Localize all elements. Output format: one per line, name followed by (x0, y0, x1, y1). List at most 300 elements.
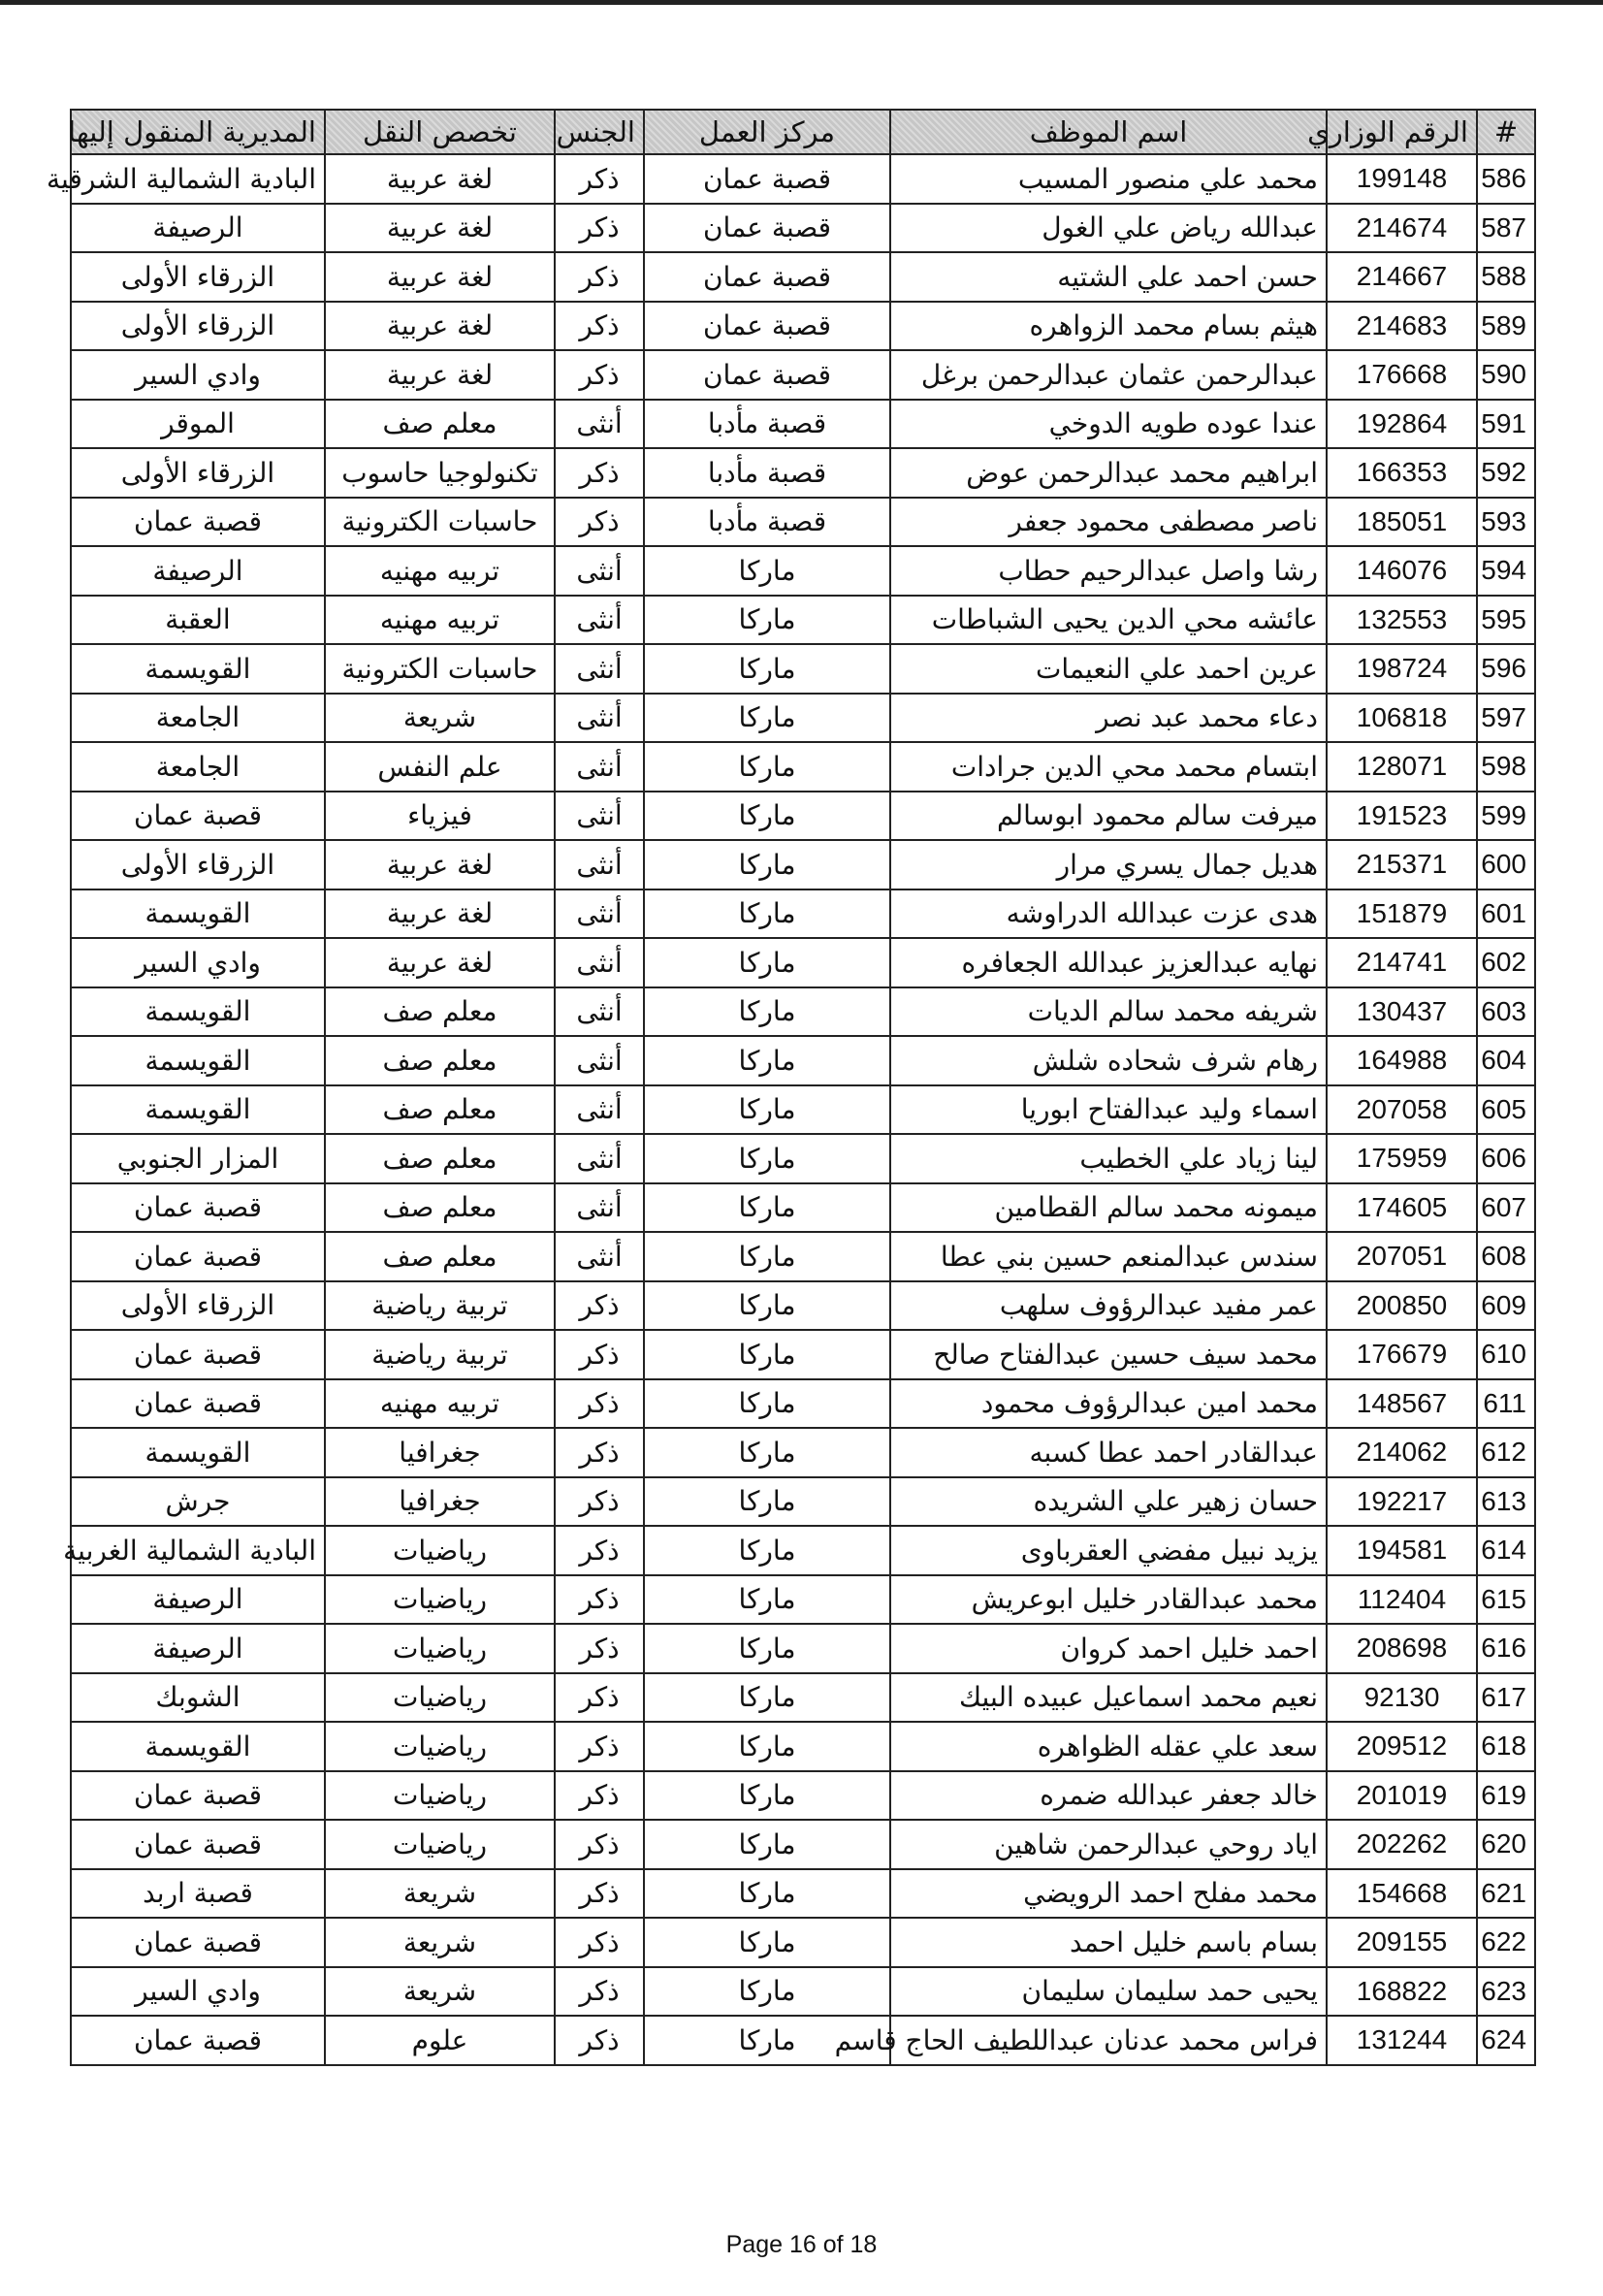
table-row (71, 1526, 1535, 1575)
work-center-cell: قصبة عمان (644, 154, 890, 204)
row-index-cell: 601 (1477, 889, 1535, 939)
gender-cell: أنثى (555, 987, 644, 1037)
employee-name-cell: عندا عوده طويه الدوخي (890, 400, 1327, 449)
row-index-cell: 612 (1477, 1428, 1535, 1477)
gender-cell: ذكر (555, 1575, 644, 1625)
ministry-number-cell: 199148 (1327, 154, 1477, 204)
transfer-specialty-cell: لغة عربية (325, 204, 555, 253)
gender-cell: ذكر (555, 1477, 644, 1527)
destination-directorate-cell: الزرقاء الأولى (71, 448, 325, 498)
table-row (71, 448, 1535, 498)
ministry-number-cell: 168822 (1327, 1967, 1477, 2017)
destination-directorate-cell: الرصيفة (71, 546, 325, 596)
table-row (71, 1967, 1535, 2017)
ministry-number-cell: 132553 (1327, 596, 1477, 645)
table-row (71, 1820, 1535, 1869)
gender-cell: أنثى (555, 694, 644, 743)
transfer-specialty-cell: تربية رياضية (325, 1281, 555, 1331)
ministry-number-cell: 148567 (1327, 1379, 1477, 1429)
transfer-specialty-cell: معلم صف (325, 1183, 555, 1233)
table-row (71, 1428, 1535, 1477)
destination-directorate-cell: القويسمة (71, 644, 325, 694)
table-row (71, 1477, 1535, 1527)
transfer-specialty-cell: شريعة (325, 694, 555, 743)
employee-name-cell: ميرفت سالم محمود ابوسالم (890, 792, 1327, 841)
gender-cell: ذكر (555, 1918, 644, 1967)
ministry-number-cell: 146076 (1327, 546, 1477, 596)
gender-cell: أنثى (555, 1036, 644, 1085)
work-center-cell: ماركا (644, 1232, 890, 1281)
employee-name-cell: عائشه محي الدين يحيى الشباطات (890, 596, 1327, 645)
row-index-cell: 589 (1477, 302, 1535, 351)
work-center-cell: ماركا (644, 694, 890, 743)
table-row (71, 889, 1535, 939)
table-row (71, 1183, 1535, 1233)
table-row (71, 302, 1535, 351)
gender-cell: ذكر (555, 204, 644, 253)
destination-directorate-cell: العقبة (71, 596, 325, 645)
ministry-number-cell: 192864 (1327, 400, 1477, 449)
work-center-cell: ماركا (644, 938, 890, 987)
destination-directorate-cell: القويسمة (71, 1428, 325, 1477)
gender-cell: أنثى (555, 840, 644, 889)
work-center-cell: ماركا (644, 1183, 890, 1233)
table-row (71, 938, 1535, 987)
transfer-specialty-cell: جغرافيا (325, 1477, 555, 1527)
transfer-specialty-cell: رياضيات (325, 1624, 555, 1673)
ministry-number-cell: 92130 (1327, 1673, 1477, 1723)
ministry-number-cell: 176668 (1327, 350, 1477, 400)
employee-name-cell: عرين احمد علي النعيمات (890, 644, 1327, 694)
gender-cell: ذكر (555, 1967, 644, 2017)
transfer-specialty-cell: معلم صف (325, 1134, 555, 1183)
gender-cell: ذكر (555, 1673, 644, 1723)
work-center-cell: قصبة مأدبا (644, 400, 890, 449)
table-row (71, 1575, 1535, 1625)
table-row (71, 1624, 1535, 1673)
destination-directorate-cell: الزرقاء الأولى (71, 840, 325, 889)
ministry-number-cell: 214683 (1327, 302, 1477, 351)
work-center-cell: قصبة عمان (644, 302, 890, 351)
row-index-cell: 597 (1477, 694, 1535, 743)
row-index-cell: 606 (1477, 1134, 1535, 1183)
row-index-cell: 596 (1477, 644, 1535, 694)
gender-cell: ذكر (555, 1281, 644, 1331)
page-number: Page 16 of 18 (725, 2231, 878, 2258)
transfer-specialty-cell: معلم صف (325, 400, 555, 449)
work-center-cell: ماركا (644, 792, 890, 841)
destination-directorate-cell: البادية الشمالية الغربية (71, 1526, 325, 1575)
header-ministry-number: الرقم الوزاري (1327, 110, 1477, 154)
destination-directorate-cell: الموقر (71, 400, 325, 449)
employee-name-cell: ابتسام محمد محي الدين جرادات (890, 742, 1327, 792)
employee-name-cell: رشا واصل عبدالرحيم حطاب (890, 546, 1327, 596)
ministry-number-cell: 192217 (1327, 1477, 1477, 1527)
transfer-specialty-cell: معلم صف (325, 987, 555, 1037)
transfer-specialty-cell: رياضيات (325, 1722, 555, 1771)
row-index-cell: 598 (1477, 742, 1535, 792)
row-index-cell: 586 (1477, 154, 1535, 204)
work-center-cell: ماركا (644, 1869, 890, 1919)
row-index-cell: 614 (1477, 1526, 1535, 1575)
row-index-cell: 619 (1477, 1771, 1535, 1821)
gender-cell: ذكر (555, 302, 644, 351)
work-center-cell: ماركا (644, 2016, 890, 2065)
gender-cell: ذكر (555, 1722, 644, 1771)
table-row (71, 644, 1535, 694)
table-row (71, 596, 1535, 645)
gender-cell: أنثى (555, 400, 644, 449)
gender-cell: ذكر (555, 1820, 644, 1869)
table-row (71, 400, 1535, 449)
ministry-number-cell: 175959 (1327, 1134, 1477, 1183)
gender-cell: ذكر (555, 154, 644, 204)
row-index-cell: 609 (1477, 1281, 1535, 1331)
ministry-number-cell: 214674 (1327, 204, 1477, 253)
row-index-cell: 595 (1477, 596, 1535, 645)
destination-directorate-cell: الرصيفة (71, 204, 325, 253)
table-row (71, 1673, 1535, 1723)
row-index-cell: 618 (1477, 1722, 1535, 1771)
transfer-specialty-cell: لغة عربية (325, 252, 555, 302)
gender-cell: أنثى (555, 1183, 644, 1233)
row-index-cell: 590 (1477, 350, 1535, 400)
transfer-specialty-cell: رياضيات (325, 1771, 555, 1821)
ministry-number-cell: 209155 (1327, 1918, 1477, 1967)
header-gender: الجنس (555, 110, 644, 154)
work-center-cell: ماركا (644, 1477, 890, 1527)
table-row (71, 2016, 1535, 2065)
work-center-cell: ماركا (644, 1330, 890, 1379)
transfer-specialty-cell: فيزياء (325, 792, 555, 841)
work-center-cell: ماركا (644, 596, 890, 645)
employee-name-cell: حسن احمد علي الشتيه (890, 252, 1327, 302)
row-index-cell: 616 (1477, 1624, 1535, 1673)
ministry-number-cell: 209512 (1327, 1722, 1477, 1771)
table-row (71, 350, 1535, 400)
work-center-cell: ماركا (644, 987, 890, 1037)
table-body (47, 154, 1535, 2065)
employee-name-cell: هديل جمال يسري مرار (890, 840, 1327, 889)
work-center-cell: قصبة عمان (644, 350, 890, 400)
destination-directorate-cell: المزار الجنوبي (71, 1134, 325, 1183)
ministry-number-cell: 185051 (1327, 498, 1477, 547)
row-index-cell: 604 (1477, 1036, 1535, 1085)
employee-name-cell: عبدالرحمن عثمان عبدالرحمن برغل (890, 350, 1327, 400)
destination-directorate-cell: قصبة عمان (71, 1183, 325, 1233)
ministry-number-cell: 164988 (1327, 1036, 1477, 1085)
ministry-number-cell: 130437 (1327, 987, 1477, 1037)
work-center-cell: ماركا (644, 1771, 890, 1821)
row-index-cell: 593 (1477, 498, 1535, 547)
ministry-number-cell: 131244 (1327, 2016, 1477, 2065)
header-work-center: مركز العمل (644, 110, 890, 154)
ministry-number-cell: 214741 (1327, 938, 1477, 987)
destination-directorate-cell: القويسمة (71, 889, 325, 939)
work-center-cell: ماركا (644, 840, 890, 889)
gender-cell: ذكر (555, 498, 644, 547)
row-index-cell: 588 (1477, 252, 1535, 302)
table-row (71, 1281, 1535, 1331)
table-row (71, 252, 1535, 302)
gender-cell: ذكر (555, 350, 644, 400)
ministry-number-cell: 191523 (1327, 792, 1477, 841)
table-row (71, 987, 1535, 1037)
destination-directorate-cell: الرصيفة (71, 1624, 325, 1673)
ministry-number-cell: 128071 (1327, 742, 1477, 792)
work-center-cell: ماركا (644, 1428, 890, 1477)
work-center-cell: ماركا (644, 1575, 890, 1625)
ministry-number-cell: 154668 (1327, 1869, 1477, 1919)
row-index-cell: 603 (1477, 987, 1535, 1037)
ministry-number-cell: 208698 (1327, 1624, 1477, 1673)
destination-directorate-cell: الجامعة (71, 742, 325, 792)
transfer-specialty-cell: رياضيات (325, 1575, 555, 1625)
table-header-row (71, 110, 1535, 154)
employee-name-cell: بسام باسم خليل احمد (890, 1918, 1327, 1967)
ministry-number-cell: 207051 (1327, 1232, 1477, 1281)
row-index-cell: 620 (1477, 1820, 1535, 1869)
ministry-number-cell: 214667 (1327, 252, 1477, 302)
employee-name-cell: عمر مفيد عبدالرؤوف سلهب (890, 1281, 1327, 1331)
work-center-cell: ماركا (644, 644, 890, 694)
transfer-specialty-cell: تكنولوجيا حاسوب (325, 448, 555, 498)
destination-directorate-cell: قصبة عمان (71, 792, 325, 841)
work-center-cell: ماركا (644, 1820, 890, 1869)
ministry-number-cell: 215371 (1327, 840, 1477, 889)
employee-name-cell: سندس عبدالمنعم حسين بني عطا (890, 1232, 1327, 1281)
destination-directorate-cell: القويسمة (71, 1036, 325, 1085)
work-center-cell: ماركا (644, 1134, 890, 1183)
employee-name-cell: هدى عزت عبدالله الدراوشه (890, 889, 1327, 939)
destination-directorate-cell: القويسمة (71, 987, 325, 1037)
ministry-number-cell: 194581 (1327, 1526, 1477, 1575)
destination-directorate-cell: القويسمة (71, 1722, 325, 1771)
transfer-specialty-cell: معلم صف (325, 1232, 555, 1281)
transfer-specialty-cell: حاسبات الكترونية (325, 644, 555, 694)
gender-cell: ذكر (555, 1379, 644, 1429)
row-index-cell: 610 (1477, 1330, 1535, 1379)
ministry-number-cell: 207058 (1327, 1085, 1477, 1135)
destination-directorate-cell: الزرقاء الأولى (71, 252, 325, 302)
table-row (71, 1918, 1535, 1967)
destination-directorate-cell: الرصيفة (71, 1575, 325, 1625)
table-row (71, 1232, 1535, 1281)
table-row (71, 1869, 1535, 1919)
transfer-specialty-cell: تربية رياضية (325, 1330, 555, 1379)
work-center-cell: ماركا (644, 742, 890, 792)
ministry-number-cell: 174605 (1327, 1183, 1477, 1233)
header-destination-directorate: المديرية المنقول إليها (71, 110, 325, 154)
row-index-cell: 607 (1477, 1183, 1535, 1233)
table-row (71, 1085, 1535, 1135)
destination-directorate-cell: قصبة عمان (71, 1379, 325, 1429)
destination-directorate-cell: قصبة اربد (71, 1869, 325, 1919)
row-index-cell: 608 (1477, 1232, 1535, 1281)
row-index-cell: 605 (1477, 1085, 1535, 1135)
transfer-specialty-cell: لغة عربية (325, 840, 555, 889)
row-index-cell: 611 (1477, 1379, 1535, 1429)
header-employee-name: اسم الموظف (890, 110, 1327, 154)
destination-directorate-cell: الشوبك (71, 1673, 325, 1723)
employee-name-cell: دعاء محمد عبد نصر (890, 694, 1327, 743)
row-index-cell: 623 (1477, 1967, 1535, 2017)
gender-cell: ذكر (555, 448, 644, 498)
table-row (71, 694, 1535, 743)
gender-cell: ذكر (555, 1771, 644, 1821)
employee-name-cell: نعيم محمد اسماعيل عبيده البيك (890, 1673, 1327, 1723)
gender-cell: أنثى (555, 1232, 644, 1281)
row-index-cell: 602 (1477, 938, 1535, 987)
destination-directorate-cell: قصبة عمان (71, 2016, 325, 2065)
destination-directorate-cell: الزرقاء الأولى (71, 302, 325, 351)
transfer-specialty-cell: لغة عربية (325, 889, 555, 939)
work-center-cell: قصبة عمان (644, 252, 890, 302)
employee-name-cell: يحيى حمد سليمان سليمان (890, 1967, 1327, 2017)
employee-name-cell: احمد خليل احمد كروان (890, 1624, 1327, 1673)
gender-cell: ذكر (555, 1624, 644, 1673)
ministry-number-cell: 176679 (1327, 1330, 1477, 1379)
transfer-specialty-cell: رياضيات (325, 1820, 555, 1869)
employee-name-cell: محمد امين عبدالرؤوف محمود (890, 1379, 1327, 1429)
row-index-cell: 615 (1477, 1575, 1535, 1625)
table-row (71, 498, 1535, 547)
work-center-cell: ماركا (644, 1722, 890, 1771)
table-row (71, 1134, 1535, 1183)
work-center-cell: ماركا (644, 1967, 890, 2017)
row-index-cell: 592 (1477, 448, 1535, 498)
work-center-cell: ماركا (644, 1918, 890, 1967)
gender-cell: أنثى (555, 1134, 644, 1183)
header-transfer-specialty: تخصص النقل (325, 110, 555, 154)
work-center-cell: ماركا (644, 1281, 890, 1331)
table-row (71, 742, 1535, 792)
transfer-specialty-cell: تربيه مهنيه (325, 546, 555, 596)
ministry-number-cell: 200850 (1327, 1281, 1477, 1331)
employee-name-cell: محمد سيف حسين عبدالفتاح صالح (890, 1330, 1327, 1379)
table-row (71, 1036, 1535, 1085)
gender-cell: أنثى (555, 596, 644, 645)
transfer-roster-table (47, 109, 1536, 2066)
ministry-number-cell: 166353 (1327, 448, 1477, 498)
destination-directorate-cell: القويسمة (71, 1085, 325, 1135)
employee-name-cell: محمد مفلح احمد الرويضي (890, 1869, 1327, 1919)
employee-name-cell: اسماء وليد عبدالفتاح ابوريا (890, 1085, 1327, 1135)
row-index-cell: 587 (1477, 204, 1535, 253)
employee-name-cell: هيثم بسام محمد الزواهره (890, 302, 1327, 351)
ministry-number-cell: 214062 (1327, 1428, 1477, 1477)
ministry-number-cell: 201019 (1327, 1771, 1477, 1821)
transfer-specialty-cell: رياضيات (325, 1526, 555, 1575)
employee-name-cell: خالد جعفر عبدالله ضمره (890, 1771, 1327, 1821)
transfer-specialty-cell: علم النفس (325, 742, 555, 792)
employee-name-cell: محمد علي منصور المسيب (890, 154, 1327, 204)
transfer-specialty-cell: تربيه مهنيه (325, 1379, 555, 1429)
ministry-number-cell: 202262 (1327, 1820, 1477, 1869)
top-border-line (0, 0, 1603, 5)
gender-cell: ذكر (555, 1428, 644, 1477)
transfer-specialty-cell: شريعة (325, 1967, 555, 2017)
gender-cell: أنثى (555, 1085, 644, 1135)
destination-directorate-cell: قصبة عمان (71, 1820, 325, 1869)
work-center-cell: ماركا (644, 1379, 890, 1429)
employee-name-cell: فراس محمد عدنان عبداللطيف الحاج قاسم (890, 2016, 1327, 2065)
table-row (71, 792, 1535, 841)
gender-cell: ذكر (555, 252, 644, 302)
ministry-number-cell: 198724 (1327, 644, 1477, 694)
table-row (71, 1379, 1535, 1429)
employee-name-cell: شريفه محمد سالم الديات (890, 987, 1327, 1037)
transfer-specialty-cell: لغة عربية (325, 350, 555, 400)
employee-name-cell: ابراهيم محمد عبدالرحمن عوض (890, 448, 1327, 498)
transfer-specialty-cell: لغة عربية (325, 938, 555, 987)
transfer-specialty-cell: تربيه مهنيه (325, 596, 555, 645)
row-index-cell: 622 (1477, 1918, 1535, 1967)
table-row (71, 1330, 1535, 1379)
destination-directorate-cell: قصبة عمان (71, 1918, 325, 1967)
employee-name-cell: نهايه عبدالعزيز عبدالله الجعافره (890, 938, 1327, 987)
employee-name-cell: يزيد نبيل مفضي العقرباوى (890, 1526, 1327, 1575)
transfer-specialty-cell: شريعة (325, 1918, 555, 1967)
work-center-cell: ماركا (644, 1526, 890, 1575)
gender-cell: أنثى (555, 742, 644, 792)
gender-cell: أنثى (555, 644, 644, 694)
employee-name-cell: حسان زهير علي الشريده (890, 1477, 1327, 1527)
work-center-cell: قصبة مأدبا (644, 498, 890, 547)
employee-name-cell: رهام شرف شحاده شلش (890, 1036, 1327, 1085)
row-index-cell: 594 (1477, 546, 1535, 596)
table-row (71, 204, 1535, 253)
row-index-cell: 617 (1477, 1673, 1535, 1723)
destination-directorate-cell: قصبة عمان (71, 1330, 325, 1379)
employee-name-cell: ميمونه محمد سالم القطامين (890, 1183, 1327, 1233)
transfer-specialty-cell: رياضيات (325, 1673, 555, 1723)
table-row (71, 1771, 1535, 1821)
work-center-cell: ماركا (644, 1085, 890, 1135)
gender-cell: ذكر (555, 1526, 644, 1575)
destination-directorate-cell: قصبة عمان (71, 1232, 325, 1281)
work-center-cell: ماركا (644, 1624, 890, 1673)
destination-directorate-cell: جرش (71, 1477, 325, 1527)
transfer-specialty-cell: حاسبات الكترونية (325, 498, 555, 547)
work-center-cell: ماركا (644, 1673, 890, 1723)
row-index-cell: 621 (1477, 1869, 1535, 1919)
gender-cell: ذكر (555, 1330, 644, 1379)
ministry-number-cell: 106818 (1327, 694, 1477, 743)
destination-directorate-cell: وادي السير (71, 350, 325, 400)
table-row (71, 154, 1535, 204)
gender-cell: أنثى (555, 546, 644, 596)
work-center-cell: قصبة مأدبا (644, 448, 890, 498)
transfer-specialty-cell: لغة عربية (325, 302, 555, 351)
gender-cell: ذكر (555, 1869, 644, 1919)
destination-directorate-cell: قصبة عمان (71, 1771, 325, 1821)
gender-cell: أنثى (555, 889, 644, 939)
destination-directorate-cell: وادي السير (71, 938, 325, 987)
destination-directorate-cell: الجامعة (71, 694, 325, 743)
transfer-specialty-cell: شريعة (325, 1869, 555, 1919)
table-row (71, 546, 1535, 596)
gender-cell: ذكر (555, 2016, 644, 2065)
employee-name-cell: ناصر مصطفى محمود جعفر (890, 498, 1327, 547)
work-center-cell: قصبة عمان (644, 204, 890, 253)
transfer-specialty-cell: جغرافيا (325, 1428, 555, 1477)
destination-directorate-cell: الزرقاء الأولى (71, 1281, 325, 1331)
row-index-cell: 599 (1477, 792, 1535, 841)
table-row (71, 840, 1535, 889)
employee-name-cell: لينا زياد علي الخطيب (890, 1134, 1327, 1183)
employee-name-cell: محمد عبدالقادر خليل ابوعريش (890, 1575, 1327, 1625)
